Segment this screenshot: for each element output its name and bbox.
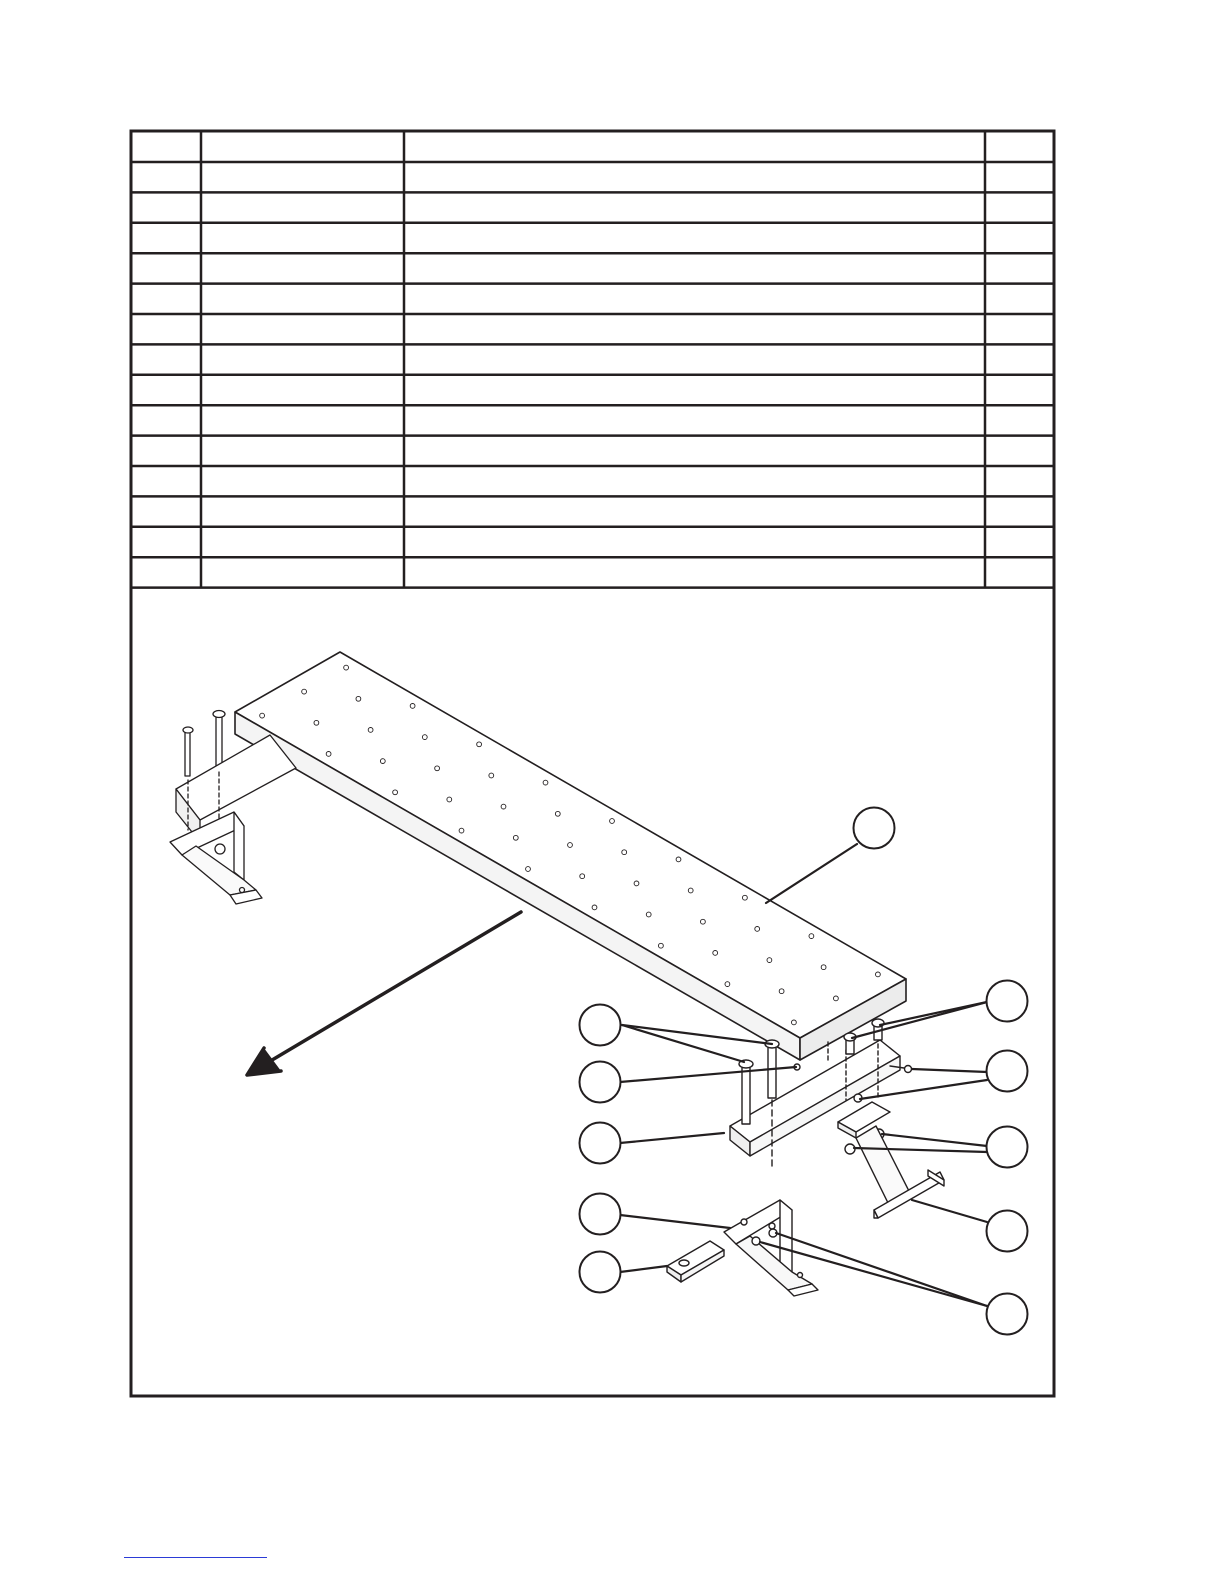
perforation-hole <box>676 857 681 862</box>
perforation-hole <box>526 867 531 872</box>
exploded-view <box>170 652 987 1306</box>
perforation-hole <box>688 888 693 893</box>
callout-bubble <box>580 1123 621 1164</box>
perforation-hole <box>435 766 440 771</box>
perforation-hole <box>501 804 506 809</box>
perforation-hole <box>634 881 639 886</box>
perforation-hole <box>477 742 482 747</box>
perforation-hole <box>543 780 548 785</box>
callout-bubble <box>580 1062 621 1103</box>
direction-arrow-head <box>247 1048 281 1075</box>
perforation-hole <box>555 811 560 816</box>
callout-bubble <box>987 1211 1028 1252</box>
perforation-hole <box>513 835 518 840</box>
perforation-hole <box>701 919 706 924</box>
perforation-hole <box>809 934 814 939</box>
footer-link-rule <box>124 1557 267 1558</box>
perforation-hole <box>622 850 627 855</box>
perforation-hole <box>792 1020 797 1025</box>
platform-board <box>235 652 906 1060</box>
perforation-hole <box>568 843 573 848</box>
perforation-hole <box>368 728 373 733</box>
callout-bubble <box>987 981 1028 1022</box>
callout-bubble <box>987 1051 1028 1092</box>
perforation-hole <box>410 704 415 709</box>
perforation-hole <box>755 927 760 932</box>
perforation-hole <box>876 972 881 977</box>
perforation-hole <box>422 735 427 740</box>
perforation-hole <box>380 759 385 764</box>
perforation-hole <box>779 989 784 994</box>
perforation-hole <box>659 943 664 948</box>
callout-bubble <box>580 1005 621 1046</box>
perforation-hole <box>260 713 265 718</box>
perforation-hole <box>767 958 772 963</box>
perforation-hole <box>356 696 361 701</box>
perforation-hole <box>743 895 748 900</box>
perforation-hole <box>580 874 585 879</box>
perforation-hole <box>314 720 319 725</box>
perforation-hole <box>326 752 331 757</box>
perforation-hole <box>447 797 452 802</box>
perforation-hole <box>592 905 597 910</box>
callout-bubble <box>854 808 895 849</box>
perforation-hole <box>459 828 464 833</box>
perforation-hole <box>725 982 730 987</box>
callout-bubble <box>580 1252 621 1293</box>
parts-table <box>131 131 1054 588</box>
callout-bubble <box>987 1294 1028 1335</box>
perforation-hole <box>821 965 826 970</box>
perforation-hole <box>610 819 615 824</box>
perforation-hole <box>393 790 398 795</box>
perforation-hole <box>302 689 307 694</box>
perforation-hole <box>489 773 494 778</box>
perforation-hole <box>834 996 839 1001</box>
perforation-hole <box>344 665 349 670</box>
callout-bubble <box>987 1127 1028 1168</box>
perforation-hole <box>646 912 651 917</box>
direction-arrow-shaft <box>262 912 521 1066</box>
callout-bubble <box>580 1194 621 1235</box>
perforation-hole <box>713 951 718 956</box>
